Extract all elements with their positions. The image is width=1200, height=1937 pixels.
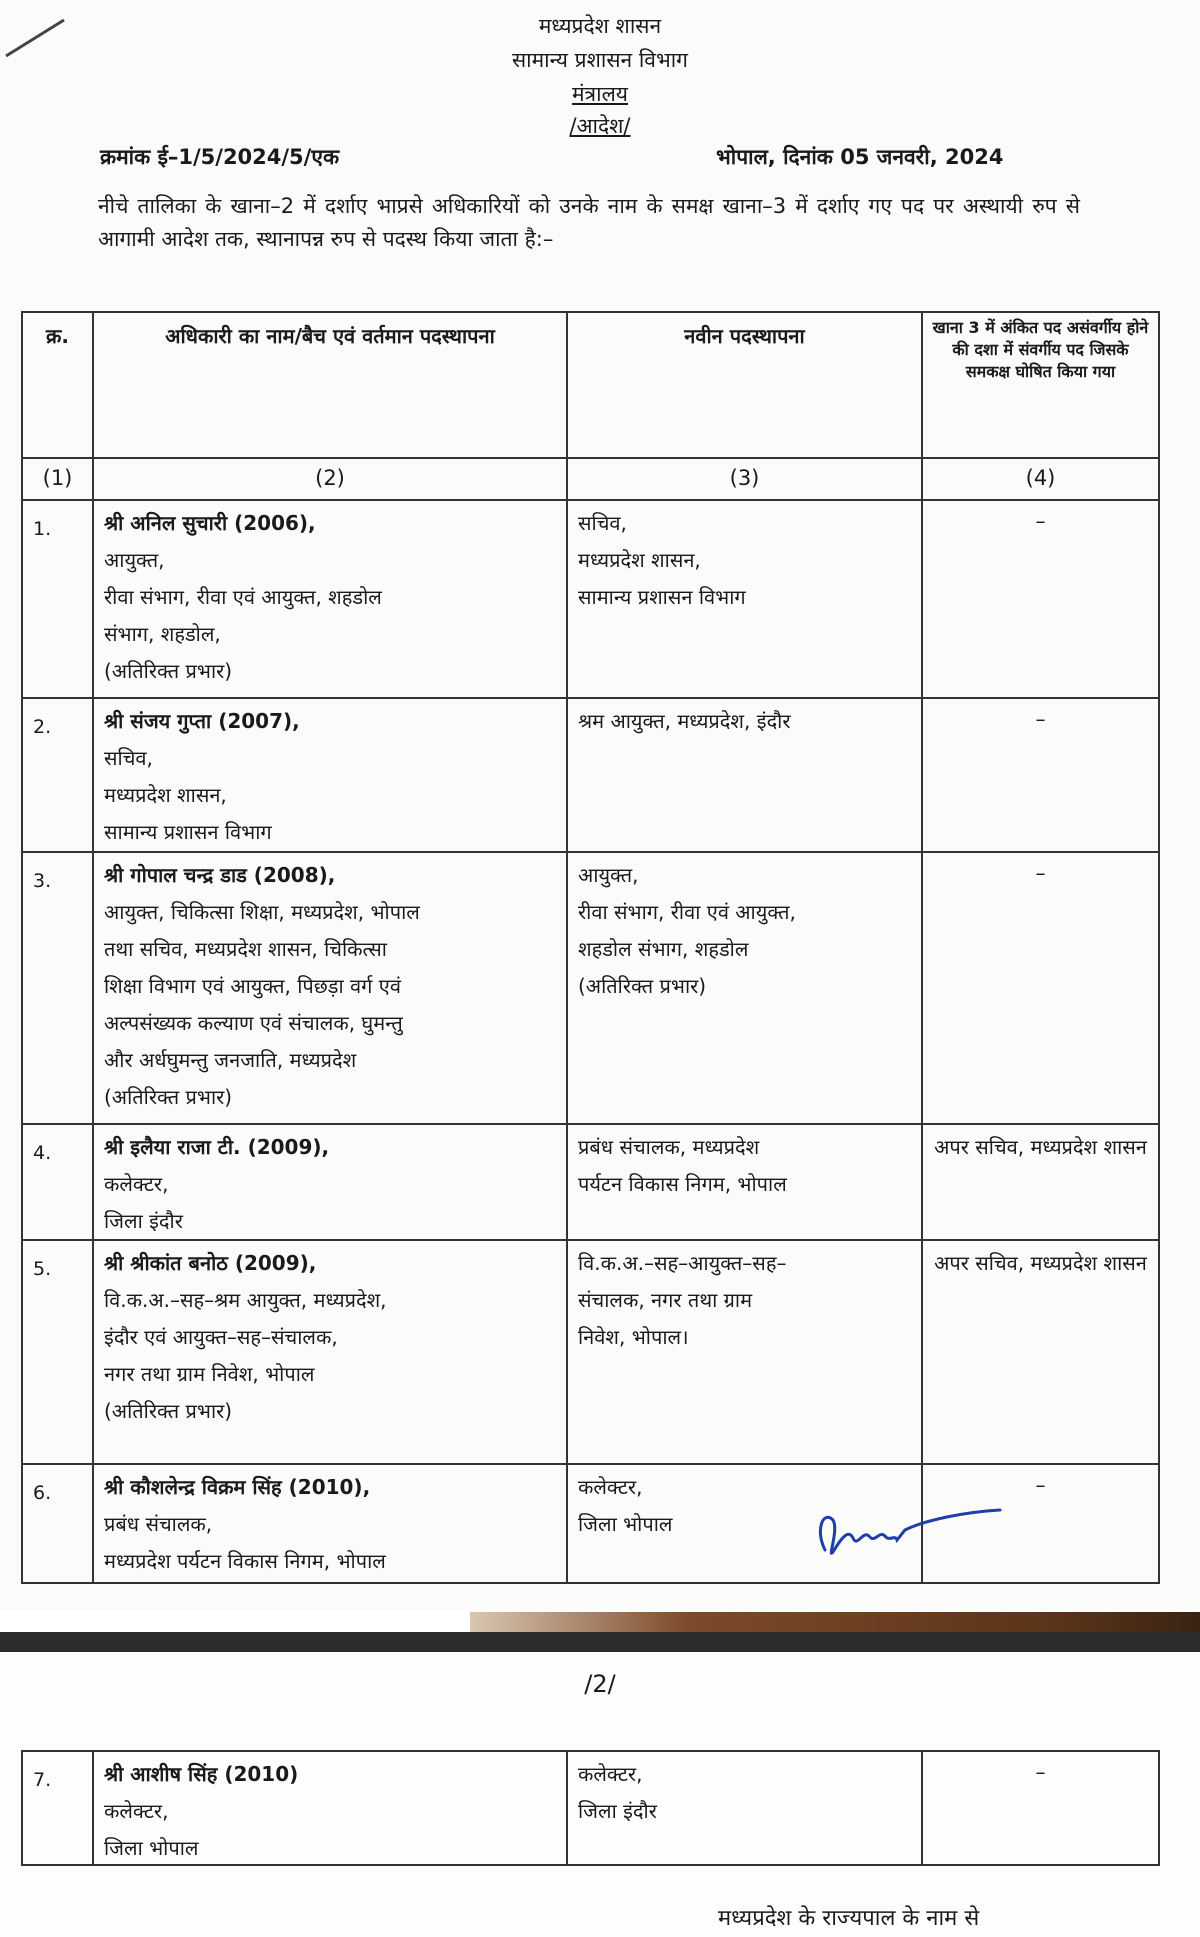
new-posting-line: (अतिरिक्त प्रभार) <box>578 974 707 998</box>
officer-name: श्री श्रीकांत बनोठ (2009), <box>104 1251 317 1275</box>
officer-details <box>92 699 566 851</box>
current-posting-line: वि.क.अ.–सह–श्रम आयुक्त, मध्यप्रदेश, <box>104 1288 387 1312</box>
current-posting-line: रीवा संभाग, रीवा एवं आयुक्त, शहडोल <box>104 585 382 609</box>
intro-paragraph: नीचे तालिका के खाना–2 में दर्शाए भाप्रसे अधिकारियों को उनके नाम के समक्ष खाना–3 में दर्शाए गए पद पर अस्थायी रुप से आगामी आदेश तक, स्थानापन्न रुप से पदस्थ किया जाता है:– <box>98 194 1080 251</box>
cadre-equivalent: अपर सचिव, मध्यप्रदेश शासन <box>921 1241 1158 1463</box>
new-posting-line: कलेक्टर, <box>578 1475 643 1499</box>
current-posting-line: तथा सचिव, मध्यप्रदेश शासन, चिकित्सा <box>104 937 387 961</box>
header-officer: अधिकारी का नाम/बैच एवं वर्तमान पदस्थापना <box>92 313 566 457</box>
current-posting-line: शिक्षा विभाग एवं आयुक्त, पिछड़ा वर्ग एवं <box>104 974 401 998</box>
page-number: /2/ <box>584 1670 616 1698</box>
current-posting-line: मध्यप्रदेश शासन, <box>104 783 227 807</box>
cadre-equivalent: अपर सचिव, मध्यप्रदेश शासन <box>921 1125 1158 1239</box>
current-posting-line: (अतिरिक्त प्रभार) <box>104 1399 233 1423</box>
place-date: भोपाल, दिनांक 05 जनवरी, 2024 <box>716 145 1004 169</box>
new-posting-line: सचिव, <box>578 511 627 535</box>
governor-authority-line: मध्यप्रदेश के राज्यपाल के नाम से <box>718 1906 980 1931</box>
reference-number: क्रमांक ई–1/5/2024/5/एक <box>100 145 340 169</box>
table-header-row <box>21 311 1160 459</box>
scan-edge-shadow <box>470 1612 1200 1634</box>
table-row <box>21 499 1160 699</box>
new-posting-line: शहडोल संभाग, शहडोल <box>578 937 749 961</box>
officer-details <box>92 1125 566 1239</box>
col-number: (4) <box>921 459 1158 499</box>
new-posting <box>566 853 921 1123</box>
current-posting-line: संभाग, शहडोल, <box>104 622 221 646</box>
new-posting-line: जिला भोपाल <box>578 1512 673 1536</box>
new-posting <box>566 1125 921 1239</box>
table-row <box>21 1750 1160 1866</box>
new-posting-line: वि.क.अ.–सह–आयुक्त–सह– <box>578 1251 787 1275</box>
page-separator <box>0 1632 1200 1654</box>
current-posting-line: मध्यप्रदेश पर्यटन विकास निगम, भोपाल <box>104 1549 386 1573</box>
header-cadre-equivalent: खाना 3 में अंकित पद असंवर्गीय होने की दशा में संवर्गीय पद जिसके समकक्ष घोषित किया गया <box>921 313 1158 457</box>
officer-name: श्री गोपाल चन्द्र डाड (2008), <box>104 863 336 887</box>
doc-type: /आदेश/ <box>569 114 631 138</box>
new-posting-line: रीवा संभाग, रीवा एवं आयुक्त, <box>578 900 796 924</box>
cadre-equivalent: – <box>921 1465 1158 1582</box>
new-posting-line: प्रबंध संचालक, मध्यप्रदेश <box>578 1135 760 1159</box>
current-posting-line: आयुक्त, <box>104 548 165 572</box>
column-number-row <box>21 457 1160 501</box>
handwritten-signature <box>805 1490 1005 1570</box>
officer-details <box>92 1752 566 1864</box>
table-row <box>21 851 1160 1125</box>
officer-details <box>92 501 566 697</box>
new-posting <box>566 1752 921 1864</box>
current-posting-line: इंदौर एवं आयुक्त–सह–संचालक, <box>104 1325 338 1349</box>
cadre-equivalent: – <box>921 853 1158 1123</box>
new-posting-line: सामान्य प्रशासन विभाग <box>578 585 746 609</box>
current-posting-line: नगर तथा ग्राम निवेश, भोपाल <box>104 1362 315 1386</box>
current-posting-line: अल्पसंख्यक कल्याण एवं संचालक, घुमन्तु <box>104 1011 403 1035</box>
officer-name: श्री आशीष सिंह (2010) <box>104 1762 299 1786</box>
col-number: (1) <box>42 466 73 490</box>
officer-details <box>92 853 566 1123</box>
row-serial: 3. <box>33 870 52 892</box>
row-serial: 7. <box>33 1769 52 1791</box>
new-posting <box>566 1241 921 1463</box>
new-posting-line: जिला इंदौर <box>578 1799 657 1823</box>
header-sr: क्र. <box>46 324 69 348</box>
govt-title: मध्यप्रदेश शासन <box>538 14 662 38</box>
col-number: (2) <box>92 459 566 499</box>
office-title: मंत्रालय <box>571 82 628 106</box>
current-posting-line: सामान्य प्रशासन विभाग <box>104 820 272 844</box>
table-row <box>21 697 1160 853</box>
row-serial: 6. <box>33 1482 52 1504</box>
cadre-equivalent: – <box>921 699 1158 851</box>
new-posting <box>566 501 921 697</box>
officer-details <box>92 1241 566 1463</box>
cadre-equivalent: – <box>921 501 1158 697</box>
department-title: सामान्य प्रशासन विभाग <box>511 48 689 72</box>
new-posting-line: कलेक्टर, <box>578 1762 643 1786</box>
new-posting-line: मध्यप्रदेश शासन, <box>578 548 701 572</box>
current-posting-line: जिला भोपाल <box>104 1836 199 1860</box>
new-posting-line: आयुक्त, <box>578 863 639 887</box>
officer-name: श्री इलैया राजा टी. (2009), <box>104 1135 330 1159</box>
current-posting-line: जिला इंदौर <box>104 1209 183 1233</box>
header-new-posting: नवीन पदस्थापना <box>566 313 921 457</box>
row-serial: 2. <box>33 716 52 738</box>
current-posting-line: प्रबंध संचालक, <box>104 1512 213 1536</box>
officer-name: श्री अनिल सुचारी (2006), <box>104 511 316 535</box>
cadre-equivalent: – <box>921 1752 1158 1864</box>
current-posting-line: आयुक्त, चिकित्सा शिक्षा, मध्यप्रदेश, भोपाल <box>104 900 420 924</box>
current-posting-line: कलेक्टर, <box>104 1799 169 1823</box>
officer-name: श्री संजय गुप्ता (2007), <box>104 709 300 733</box>
table-row <box>21 1123 1160 1241</box>
new-posting-line: श्रम आयुक्त, मध्यप्रदेश, इंदौर <box>578 709 791 733</box>
current-posting-line: (अतिरिक्त प्रभार) <box>104 1085 233 1109</box>
officer-name: श्री कौशलेन्द्र विक्रम सिंह (2010), <box>104 1475 371 1499</box>
new-posting-line: निवेश, भोपाल। <box>578 1325 689 1349</box>
current-posting-line: सचिव, <box>104 746 153 770</box>
current-posting-line: (अतिरिक्त प्रभार) <box>104 659 233 683</box>
col-number: (3) <box>566 459 921 499</box>
new-posting <box>566 699 921 851</box>
row-serial: 5. <box>33 1258 52 1280</box>
new-posting-line: संचालक, नगर तथा ग्राम <box>578 1288 753 1312</box>
current-posting-line: कलेक्टर, <box>104 1172 169 1196</box>
current-posting-line: और अर्धघुमन्तु जनजाति, मध्यप्रदेश <box>104 1048 357 1072</box>
table-row <box>21 1239 1160 1465</box>
new-posting-line: पर्यटन विकास निगम, भोपाल <box>578 1172 787 1196</box>
officer-details <box>92 1465 566 1582</box>
row-serial: 1. <box>33 518 52 540</box>
row-serial: 4. <box>33 1142 52 1164</box>
